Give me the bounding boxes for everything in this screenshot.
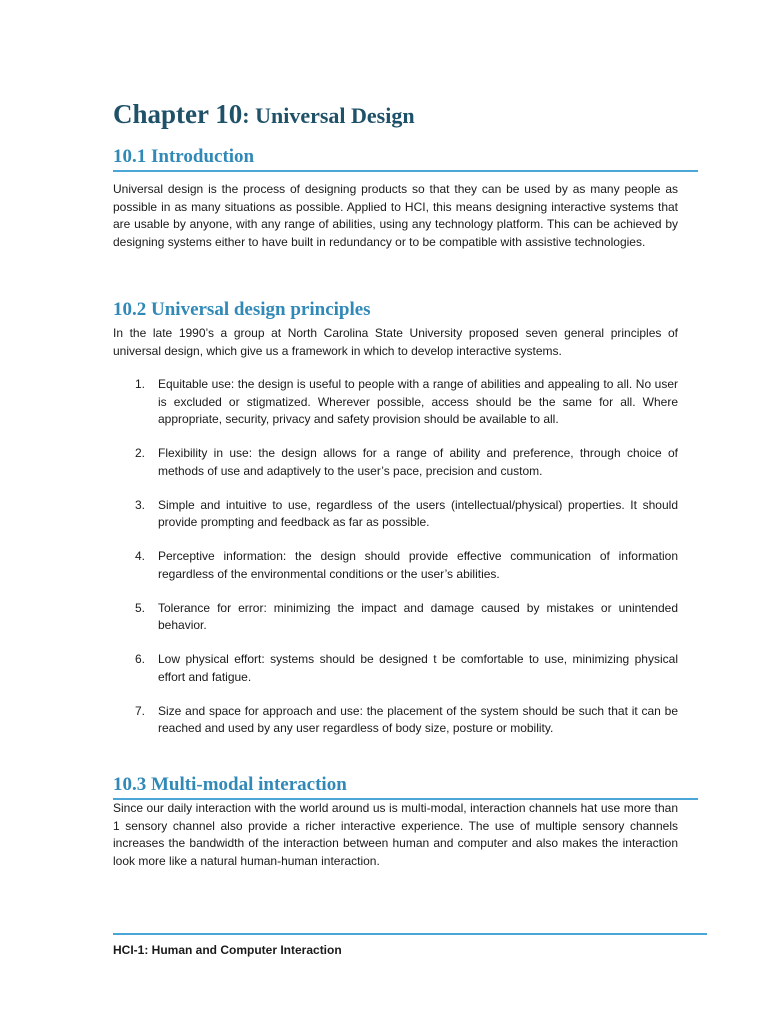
principle-item [113,548,678,583]
multimodal-paragraph: Since our daily interaction with the world around us is multi-modal, interaction channels hat use more than 1 sensory channel also provide a richer interactive experience. The use of multiple sensory channels increases the bandwidth of the interaction between human and computer and also makes the interaction look more like a natural human-human interaction. [113,801,678,868]
principle-item [113,600,678,635]
chapter-number: Chapter 10 [113,99,243,129]
principle-text: Flexibility in use: the design allows for a range of ability and preference, through choice of methods of use and adaptively to the user’s pace, precision and custom. [158,446,678,478]
section-heading-principles: 10.2 Universal design principles [113,299,371,320]
principle-item [113,376,678,429]
section-heading-introduction: 10.1 Introduction [113,146,698,172]
principle-text: Tolerance for error: minimizing the impact and damage caused by mistakes or unintended behavior. [158,600,678,632]
principle-number: 6. [135,652,146,666]
principle-item [113,703,678,738]
section-heading-multimodal: 10.3 Multi-modal interaction [113,774,698,800]
principle-number: 1. [135,377,146,391]
principle-number: 7. [135,703,146,718]
principle-item [113,445,678,480]
principle-text: Simple and intuitive to use, regardless of the users (intellectual/physical) properties. It should provide prompting and feedback as far as possible. [158,497,678,529]
chapter-title [113,94,415,131]
principle-item [113,651,678,686]
principle-item [113,497,678,532]
principle-text: Size and space for approach and use: the placement of the system should be such that it can be reached and used by any user regardless of body size, posture or mobility. [158,703,678,735]
principles-intro-paragraph: In the late 1990’s a group at North Carolina State University proposed seven general principles of universal design, which give us a framework in which to develop interactive systems. [113,326,678,358]
principle-number: 5. [135,600,146,615]
principle-text: Low physical effort: systems should be designed t be comfortable to use, minimizing physical effort and fatigue. [158,652,678,684]
principle-text: Perceptive information: the design should provide effective communication of information regardless of the environmental conditions or the user’s abilities. [158,549,678,581]
chapter-name: : Universal Design [242,103,415,128]
principle-text: Equitable use: the design is useful to people with a range of abilities and appealing to all. No user is excluded or stigmatized. Wherever possible, access should be the same for all. Where appropriate, security, privacy and safety provision should be available to all. [158,377,678,426]
principle-number: 4. [135,549,146,563]
footer-title: HCI-1: Human and Computer Interaction [113,943,342,957]
principles-list [113,376,678,754]
principle-number: 2. [135,446,146,460]
footer-divider [113,933,707,935]
principle-number: 3. [135,497,146,512]
introduction-paragraph: Universal design is the process of designing products so that they can be used by as many people as possible in as many situations as possible. Applied to HCI, this means designing interactive systems that are usable by anyone, with any range of abilities, using any technology platform. This can be achieved by designing systems either to have built in redundancy or to be compatible with assistive technologies. [113,182,678,249]
